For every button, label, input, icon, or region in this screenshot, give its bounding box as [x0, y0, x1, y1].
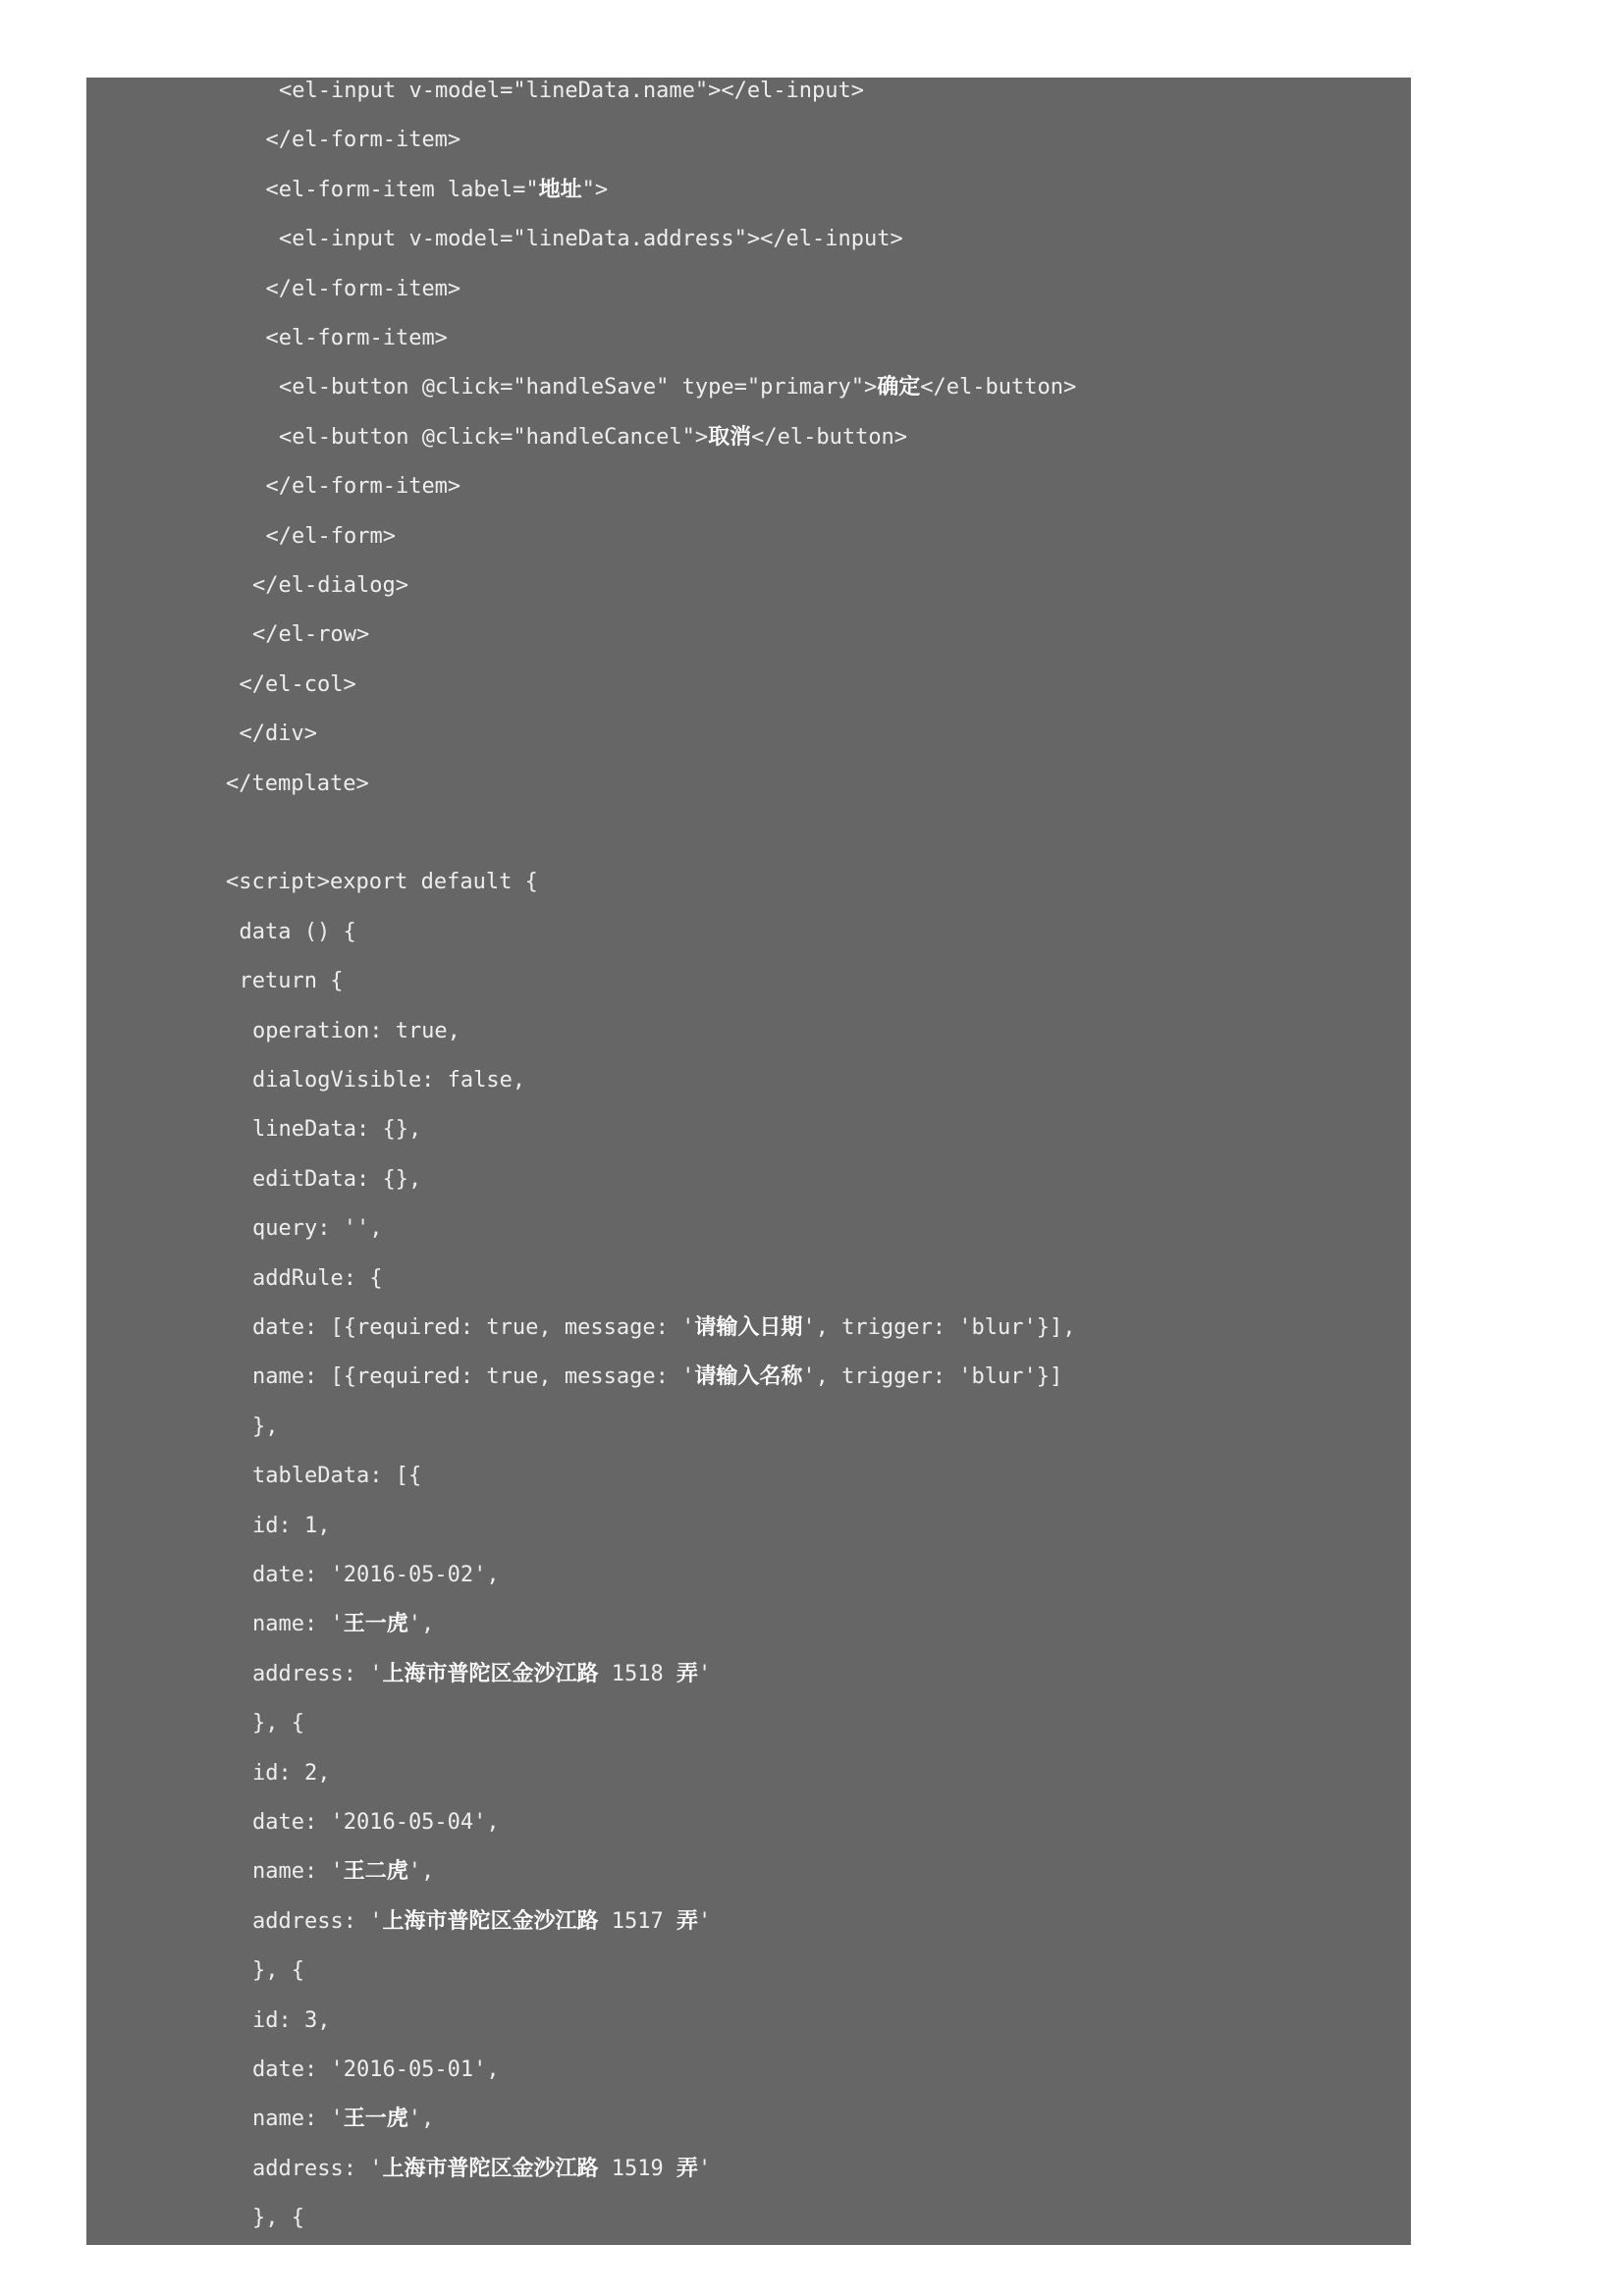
code-line: id: 1,	[252, 1513, 331, 1538]
code-line: address: '上海市普陀区金沙江路 1519 弄'	[252, 2156, 712, 2181]
code-line: }, {	[252, 1711, 304, 1736]
code-line: </div>	[239, 721, 317, 747]
code-line: operation: true,	[252, 1018, 460, 1043]
code-line: id: 2,	[252, 1760, 331, 1786]
code-line: address: '上海市普陀区金沙江路 1518 弄'	[252, 1661, 712, 1686]
code-line: </el-col>	[239, 671, 356, 697]
code-line: return {	[239, 969, 344, 994]
code-block	[86, 78, 1411, 2245]
code-line: addRule: {	[252, 1265, 383, 1291]
code-line: name: '王二虎',	[252, 1859, 435, 1885]
code-line: </template>	[226, 771, 369, 796]
code-line: <el-input v-model="lineData.name"></el-input>	[279, 79, 865, 103]
code-line: }, {	[252, 1958, 304, 1984]
code-line: </el-form-item>	[265, 128, 461, 153]
code-line: editData: {},	[252, 1166, 422, 1192]
code-line: </el-row>	[252, 622, 370, 648]
code-line: </el-form-item>	[265, 474, 461, 500]
code-line: </el-dialog>	[252, 573, 408, 598]
code-line: name: [{required: true, message: '请输入名称', trigger: 'blur'}]	[252, 1364, 1063, 1390]
code-line: <el-form-item>	[265, 326, 448, 350]
code-line: <el-form-item label="地址">	[265, 177, 609, 202]
code-line: <el-button @click="handleSave" type="primary">确定</el-button>	[279, 375, 1077, 400]
code-line: <script>export default {	[226, 870, 538, 895]
code-line: name: '王一虎',	[252, 1612, 435, 1637]
code-line: address: '上海市普陀区金沙江路 1517 弄'	[252, 1908, 712, 1934]
code-line: }, {	[252, 2206, 304, 2231]
code-line: <el-input v-model="lineData.address"></el-input>	[279, 227, 903, 252]
code-line: </el-form-item>	[265, 276, 461, 301]
code-line: date: '2016-05-04',	[252, 1810, 500, 1835]
code-line: name: '王一虎',	[252, 2107, 435, 2132]
code-line: },	[252, 1414, 279, 1439]
code-line: data () {	[239, 919, 356, 944]
code-line: date: '2016-05-01',	[252, 2057, 500, 2082]
code-line: date: '2016-05-02',	[252, 1563, 500, 1587]
code-line: query: '',	[252, 1216, 383, 1242]
code-line: <el-button @click="handleCancel">取消</el-button>	[279, 424, 908, 450]
code-line: tableData: [{	[252, 1464, 422, 1489]
code-line: dialogVisible: false,	[252, 1068, 526, 1093]
code-line: id: 3,	[252, 2007, 331, 2033]
code-line: </el-form>	[265, 523, 396, 549]
code-line: lineData: {},	[252, 1117, 422, 1143]
code-line: date: [{required: true, message: '请输入日期', trigger: 'blur'}],	[252, 1315, 1076, 1340]
